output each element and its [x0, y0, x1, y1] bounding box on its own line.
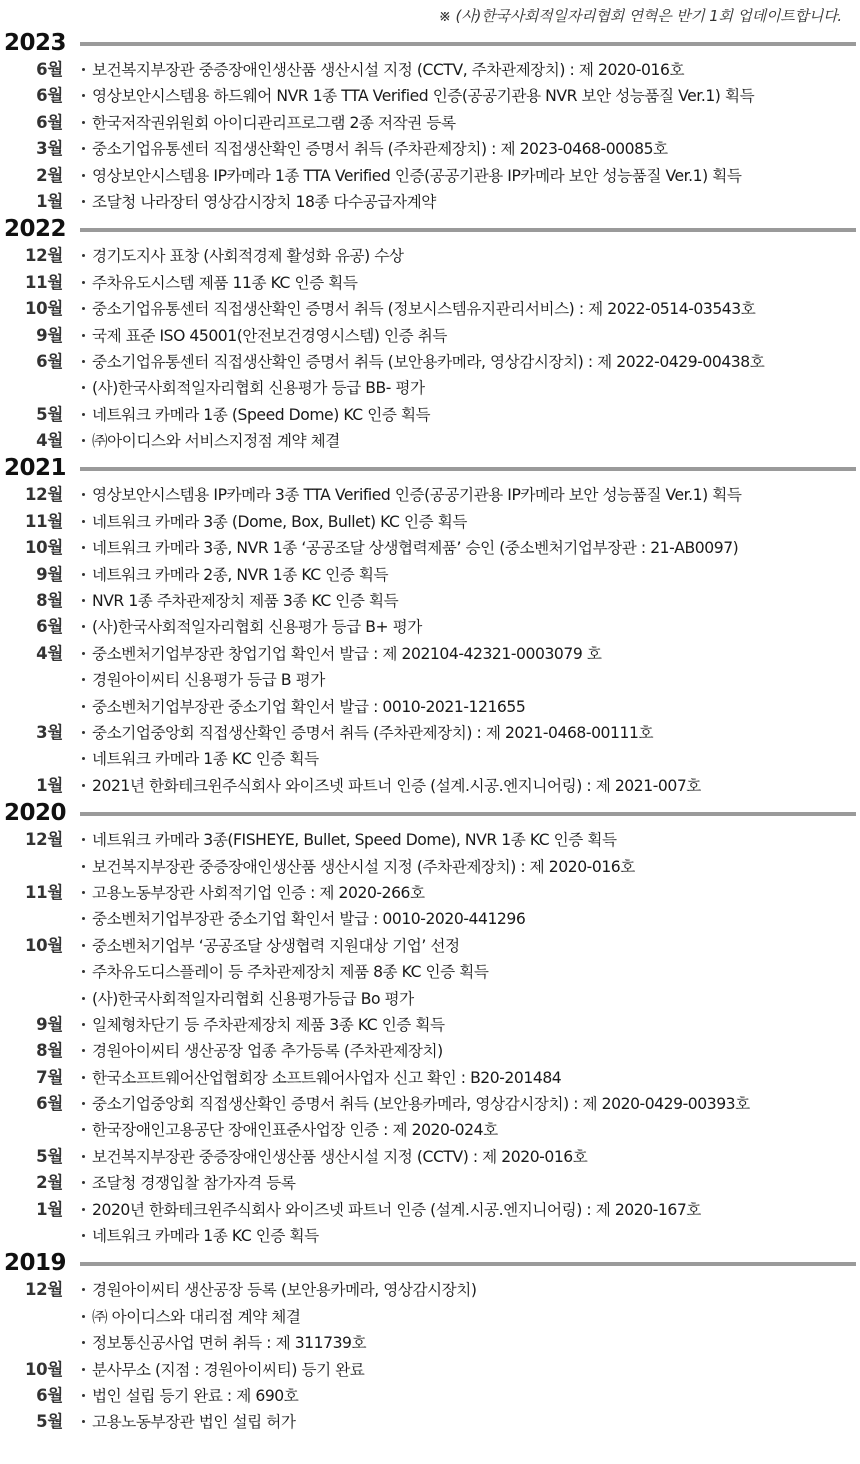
entry-description: 네트워크 카메라 1종 (Speed Dome) KC 인증 획득 — [92, 405, 431, 424]
entry-description: (사)한국사회적일자리협회 신용평가등급 Bo 평가 — [92, 989, 414, 1008]
entry-description: 네트워크 카메라 3종 (Dome, Box, Bullet) KC 인증 획득 — [92, 512, 467, 531]
entry-description: 중소기업유통센터 직접생산확인 증명서 취득 (주차관제장치) : 제 2023-0468-00085호 — [92, 140, 668, 159]
year-header — [0, 29, 860, 57]
year-header — [0, 1249, 860, 1277]
entry-text — [78, 1038, 443, 1064]
bullet-dot-icon — [82, 1288, 85, 1291]
history-entry — [0, 270, 860, 296]
entry-month: 5월 — [36, 1146, 63, 1166]
entry-description: 보건복지부장관 중증장애인생산품 생산시설 지정 (CCTV) : 제 2020-016호 — [92, 1147, 588, 1166]
history-entry — [0, 720, 860, 746]
entry-description: 분사무소 (지점 : 경원아이씨티) 등기 완료 — [92, 1360, 365, 1379]
entry-text — [78, 1144, 587, 1170]
bullet-dot-icon — [82, 625, 85, 628]
history-entry — [0, 1038, 860, 1064]
entry-text — [78, 1197, 701, 1223]
history-entry — [0, 296, 860, 322]
history-entry — [0, 163, 860, 189]
entry-text — [78, 880, 425, 906]
bullet-dot-icon — [82, 1076, 85, 1079]
bullet-dot-icon — [82, 1049, 85, 1052]
year-label: 2021 — [4, 455, 67, 482]
bullet-dot-icon — [82, 1394, 85, 1397]
entry-description: 네트워크 카메라 1종 KC 인증 획득 — [92, 750, 319, 769]
entry-month: 5월 — [36, 1412, 63, 1432]
entry-text — [78, 402, 430, 428]
entry-description: 중소벤처기업부장관 중소기업 확인서 발급 : 0010-2021-121655 — [92, 697, 526, 716]
entry-description: (사)한국사회적일자리협회 신용평가 등급 BB- 평가 — [92, 379, 425, 398]
entry-month: 12월 — [24, 1280, 63, 1300]
year-divider — [80, 228, 856, 232]
entry-text — [78, 163, 741, 189]
entry-text — [78, 694, 525, 720]
history-entry — [0, 136, 860, 162]
history-entry — [0, 402, 860, 428]
entry-text — [78, 562, 388, 588]
bullet-dot-icon — [82, 1181, 85, 1184]
history-entry — [0, 535, 860, 561]
bullet-dot-icon — [82, 68, 85, 71]
history-entry — [0, 641, 860, 667]
bullet-dot-icon — [82, 1208, 85, 1211]
history-entry — [0, 1304, 860, 1330]
entry-text — [78, 906, 525, 932]
entry-description: 정보통신공사업 면허 취득 : 제 311739호 — [92, 1334, 367, 1353]
entry-text — [78, 1117, 498, 1143]
entry-text — [78, 1409, 296, 1435]
history-entry — [0, 1277, 860, 1303]
history-entry — [0, 1012, 860, 1038]
bullet-dot-icon — [82, 281, 85, 284]
history-entry — [0, 959, 860, 985]
history-entry — [0, 667, 860, 693]
entry-text — [78, 323, 447, 349]
entry-month: 8월 — [36, 1041, 63, 1061]
entry-text — [78, 243, 403, 269]
bullet-dot-icon — [82, 917, 85, 920]
history-entry — [0, 562, 860, 588]
history-entry — [0, 323, 860, 349]
entry-description: 중소벤처기업부 ‘공공조달 상생협력 지원대상 기업’ 선정 — [92, 936, 460, 955]
history-entry — [0, 614, 860, 640]
history-entry — [0, 880, 860, 906]
history-entry — [0, 349, 860, 375]
history-entry — [0, 588, 860, 614]
bullet-dot-icon — [82, 254, 85, 257]
bullet-dot-icon — [82, 147, 85, 150]
history-entry — [0, 1357, 860, 1383]
bullet-dot-icon — [82, 599, 85, 602]
entry-text — [78, 349, 764, 375]
bullet-dot-icon — [82, 705, 85, 708]
bullet-dot-icon — [82, 1234, 85, 1237]
history-entry — [0, 827, 860, 853]
entry-description: 경원아이씨티 신용평가 등급 B 평가 — [92, 671, 325, 690]
history-entry — [0, 110, 860, 136]
entry-description: 네트워크 카메라 3종(FISHEYE, Bullet, Speed Dome), NVR 1종 KC 인증 획득 — [92, 831, 617, 850]
entry-text — [78, 959, 489, 985]
entry-text — [78, 110, 456, 136]
history-entry — [0, 243, 860, 269]
bullet-dot-icon — [82, 1315, 85, 1318]
entry-text — [78, 827, 617, 853]
bullet-dot-icon — [82, 439, 85, 442]
bullet-dot-icon — [82, 757, 85, 760]
entry-month: 10월 — [24, 538, 63, 558]
entry-text — [78, 1065, 561, 1091]
bullet-dot-icon — [82, 174, 85, 177]
history-entry — [0, 854, 860, 880]
entry-description: 2021년 한화테크윈주식회사 와이즈넷 파트너 인증 (설계.시공.엔지니어링) : 제 2021-007호 — [92, 776, 701, 795]
history-timeline — [0, 29, 860, 1436]
entry-month: 6월 — [36, 112, 63, 132]
entry-month: 9월 — [36, 564, 63, 584]
bullet-dot-icon — [82, 121, 85, 124]
entry-description: 법인 설립 등기 완료 : 제 690호 — [92, 1386, 299, 1405]
entry-description: 중소기업유통센터 직접생산확인 증명서 취득 (보안용카메라, 영상감시장치) : 제 2022-0429-00438호 — [92, 352, 765, 371]
entry-description: 네트워크 카메라 1종 KC 인증 획득 — [92, 1227, 319, 1246]
entry-month: 1월 — [36, 191, 63, 211]
history-entry — [0, 1409, 860, 1435]
entry-text — [78, 986, 414, 1012]
bullet-dot-icon — [82, 546, 85, 549]
entry-month: 10월 — [24, 1359, 63, 1379]
entry-description: 중소기업중앙회 직접생산확인 증명서 취득 (주차관제장치) : 제 2021-0468-00111호 — [92, 723, 654, 742]
entry-text — [78, 1091, 750, 1117]
entry-month: 4월 — [36, 431, 63, 451]
entry-description: NVR 1종 주차관제장치 제품 3종 KC 인증 획득 — [92, 592, 399, 611]
entry-text — [78, 588, 398, 614]
entry-text — [78, 375, 425, 401]
bullet-dot-icon — [82, 891, 85, 894]
history-entry — [0, 933, 860, 959]
entry-month: 3월 — [36, 139, 63, 159]
entry-month: 8월 — [36, 591, 63, 611]
entry-text — [78, 535, 738, 561]
history-entry — [0, 375, 860, 401]
entry-description: 한국소프트웨어산업협회장 소프트웨어사업자 신고 확인 : B20-201484 — [92, 1068, 562, 1087]
bullet-dot-icon — [82, 334, 85, 337]
entry-text — [78, 1277, 477, 1303]
bullet-dot-icon — [82, 652, 85, 655]
year-section — [0, 1249, 860, 1435]
entry-month: 1월 — [36, 1199, 63, 1219]
history-entry — [0, 1091, 860, 1117]
entry-text — [78, 746, 319, 772]
year-section — [0, 454, 860, 799]
year-header — [0, 215, 860, 243]
history-entry — [0, 1223, 860, 1249]
entry-month: 6월 — [36, 60, 63, 79]
bullet-dot-icon — [82, 838, 85, 841]
entry-month: 6월 — [36, 1385, 63, 1405]
entry-text — [78, 1330, 366, 1356]
bullet-dot-icon — [82, 413, 85, 416]
entry-month: 6월 — [36, 1094, 63, 1114]
entry-description: 2020년 한화테크윈주식회사 와이즈넷 파트너 인증 (설계.시공.엔지니어링) : 제 2020-167호 — [92, 1200, 701, 1219]
bullet-dot-icon — [82, 1102, 85, 1105]
history-entry — [0, 986, 860, 1012]
entry-description: 경원아이씨티 생산공장 등록 (보안용카메라, 영상감시장치) — [92, 1281, 477, 1300]
entry-text — [78, 296, 755, 322]
entry-text — [78, 428, 340, 454]
year-header — [0, 454, 860, 482]
history-entry — [0, 773, 860, 799]
year-label: 2023 — [4, 30, 67, 56]
bullet-dot-icon — [82, 1420, 85, 1423]
entry-description: 영상보안시스템용 하드웨어 NVR 1종 TTA Verified 인증(공공기관용 NVR 보안 성능품질 Ver.1) 획득 — [92, 87, 755, 106]
entry-month: 6월 — [36, 86, 63, 106]
entry-month: 9월 — [36, 325, 63, 345]
entry-description: 네트워크 카메라 2종, NVR 1종 KC 인증 획득 — [92, 565, 389, 584]
entry-text — [78, 641, 601, 667]
year-header — [0, 799, 860, 827]
entry-month: 11월 — [24, 272, 63, 292]
history-entry — [0, 189, 860, 215]
bullet-dot-icon — [82, 520, 85, 523]
entry-month: 10월 — [24, 299, 63, 319]
bullet-dot-icon — [82, 307, 85, 310]
entry-month: 3월 — [36, 722, 63, 742]
entry-text — [78, 57, 684, 83]
entry-month: 7월 — [36, 1067, 63, 1087]
entry-text — [78, 189, 436, 215]
bullet-dot-icon — [82, 1341, 85, 1344]
history-entry — [0, 1330, 860, 1356]
history-entry — [0, 1170, 860, 1196]
bullet-dot-icon — [82, 386, 85, 389]
entry-description: 주차유도디스플레이 등 주차관제장치 제품 8종 KC 인증 획득 — [92, 963, 489, 982]
update-notice: ※ (사)한국사회적일자리협회 연혁은 반기 1회 업데이트합니다. — [438, 7, 842, 25]
entry-month: 12월 — [24, 830, 63, 850]
entry-month: 11월 — [24, 511, 63, 531]
entry-description: 중소벤처기업부장관 창업기업 확인서 발급 : 제 202104-42321-0003079 호 — [92, 644, 602, 663]
entry-text — [78, 933, 460, 959]
entry-month: 12월 — [24, 485, 63, 505]
year-divider — [80, 467, 856, 471]
history-entry — [0, 509, 860, 535]
bullet-dot-icon — [82, 360, 85, 363]
entry-text — [78, 614, 422, 640]
entry-description: ㈜아이디스와 서비스지정점 계약 체결 — [92, 432, 340, 451]
entry-description: 한국저작권위원회 아이디관리프로그램 2종 저작권 등록 — [92, 113, 456, 132]
bullet-dot-icon — [82, 678, 85, 681]
entry-text — [78, 482, 741, 508]
year-section — [0, 799, 860, 1249]
entry-text — [78, 1304, 301, 1330]
entry-description: 조달청 나라장터 영상감시장치 18종 다수공급자계약 — [92, 192, 436, 211]
bullet-dot-icon — [82, 865, 85, 868]
bullet-dot-icon — [82, 94, 85, 97]
entry-month: 2월 — [36, 165, 63, 185]
entry-text — [78, 854, 635, 880]
bullet-dot-icon — [82, 997, 85, 1000]
entry-description: 영상보안시스템용 IP카메라 3종 TTA Verified 인증(공공기관용 IP카메라 보안 성능품질 Ver.1) 획득 — [92, 486, 742, 505]
entry-description: ㈜ 아이디스와 대리점 계약 체결 — [92, 1307, 301, 1326]
bullet-dot-icon — [82, 1368, 85, 1371]
entry-text — [78, 720, 653, 746]
year-label: 2022 — [4, 216, 67, 243]
entry-text — [78, 136, 668, 162]
history-entry — [0, 1117, 860, 1143]
bullet-dot-icon — [82, 200, 85, 203]
entry-month: 5월 — [36, 404, 63, 424]
year-divider — [80, 42, 856, 46]
entry-text — [78, 1012, 445, 1038]
bullet-dot-icon — [82, 970, 85, 973]
entry-description: 보건복지부장관 중증장애인생산품 생산시설 지정 (CCTV, 주차관제장치) : 제 2020-016호 — [92, 61, 685, 79]
entry-description: (사)한국사회적일자리협회 신용평가 등급 B+ 평가 — [92, 618, 422, 637]
entry-month: 6월 — [36, 617, 63, 637]
entry-description: 고용노동부장관 법인 설립 허가 — [92, 1413, 296, 1432]
entry-month: 2월 — [36, 1173, 63, 1193]
history-entry — [0, 746, 860, 772]
year-section — [0, 215, 860, 454]
entry-month: 4월 — [36, 643, 63, 663]
bullet-dot-icon — [82, 731, 85, 734]
entry-description: 보건복지부장관 중증장애인생산품 생산시설 지정 (주차관제장치) : 제 2020-016호 — [92, 857, 635, 876]
entry-text — [78, 509, 467, 535]
entry-description: 경원아이씨티 생산공장 업종 추가등록 (주차관제장치) — [92, 1042, 443, 1061]
entry-text — [78, 270, 357, 296]
bullet-dot-icon — [82, 944, 85, 947]
bullet-dot-icon — [82, 784, 85, 787]
year-section — [0, 29, 860, 215]
year-label: 2019 — [4, 1250, 67, 1277]
history-entry — [0, 694, 860, 720]
entry-text — [78, 773, 701, 799]
entry-description: 조달청 경쟁입찰 참가자격 등록 — [92, 1174, 296, 1193]
entry-month: 10월 — [24, 935, 63, 955]
history-entry — [0, 1383, 860, 1409]
history-entry — [0, 906, 860, 932]
history-entry — [0, 482, 860, 508]
entry-description: 영상보안시스템용 IP카메라 1종 TTA Verified 인증(공공기관용 IP카메라 보안 성능품질 Ver.1) 획득 — [92, 166, 742, 185]
bullet-dot-icon — [82, 1155, 85, 1158]
entry-description: 중소벤처기업부장관 중소기업 확인서 발급 : 0010-2020-441296 — [92, 910, 526, 929]
entry-description: 국제 표준 ISO 45001(안전보건경영시스템) 인증 취득 — [92, 326, 448, 345]
history-entry — [0, 1197, 860, 1223]
entry-month: 11월 — [24, 882, 63, 902]
entry-text — [78, 667, 325, 693]
bullet-dot-icon — [82, 1023, 85, 1026]
entry-month: 6월 — [36, 351, 63, 371]
history-entry — [0, 57, 860, 83]
bullet-dot-icon — [82, 573, 85, 576]
entry-month: 9월 — [36, 1014, 63, 1034]
entry-description: 한국장애인고용공단 장애인표준사업장 인증 : 제 2020-024호 — [92, 1121, 498, 1140]
entry-description: 일체형차단기 등 주차관제장치 제품 3종 KC 인증 획득 — [92, 1015, 445, 1034]
entry-description: 네트워크 카메라 3종, NVR 1종 ‘공공조달 상생협력제품’ 승인 (중소벤처기업부장관 : 21-AB0097) — [92, 539, 739, 558]
bullet-dot-icon — [82, 493, 85, 496]
entry-month: 1월 — [36, 775, 63, 795]
history-entry — [0, 1065, 860, 1091]
year-divider — [80, 812, 856, 816]
bullet-dot-icon — [82, 1128, 85, 1131]
entry-description: 중소기업중앙회 직접생산확인 증명서 취득 (보안용카메라, 영상감시장치) : 제 2020-0429-00393호 — [92, 1095, 750, 1114]
history-entry — [0, 83, 860, 109]
history-entry — [0, 428, 860, 454]
entry-description: 주차유도시스템 제품 11종 KC 인증 획득 — [92, 273, 358, 292]
entry-description: 중소기업유통센터 직접생산확인 증명서 취득 (정보시스템유지관리서비스) : 제 2022-0514-03543호 — [92, 300, 756, 319]
entry-text — [78, 1383, 298, 1409]
entry-description: 고용노동부장관 사회적기업 인증 : 제 2020-266호 — [92, 883, 425, 902]
year-divider — [80, 1262, 856, 1266]
entry-text — [78, 1223, 319, 1249]
entry-month: 12월 — [24, 246, 63, 266]
history-entry — [0, 1144, 860, 1170]
year-label: 2020 — [4, 800, 67, 827]
entry-text — [78, 83, 754, 109]
entry-description: 경기도지사 표창 (사회적경제 활성화 유공) 수상 — [92, 247, 404, 266]
entry-text — [78, 1170, 296, 1196]
entry-text — [78, 1357, 364, 1383]
